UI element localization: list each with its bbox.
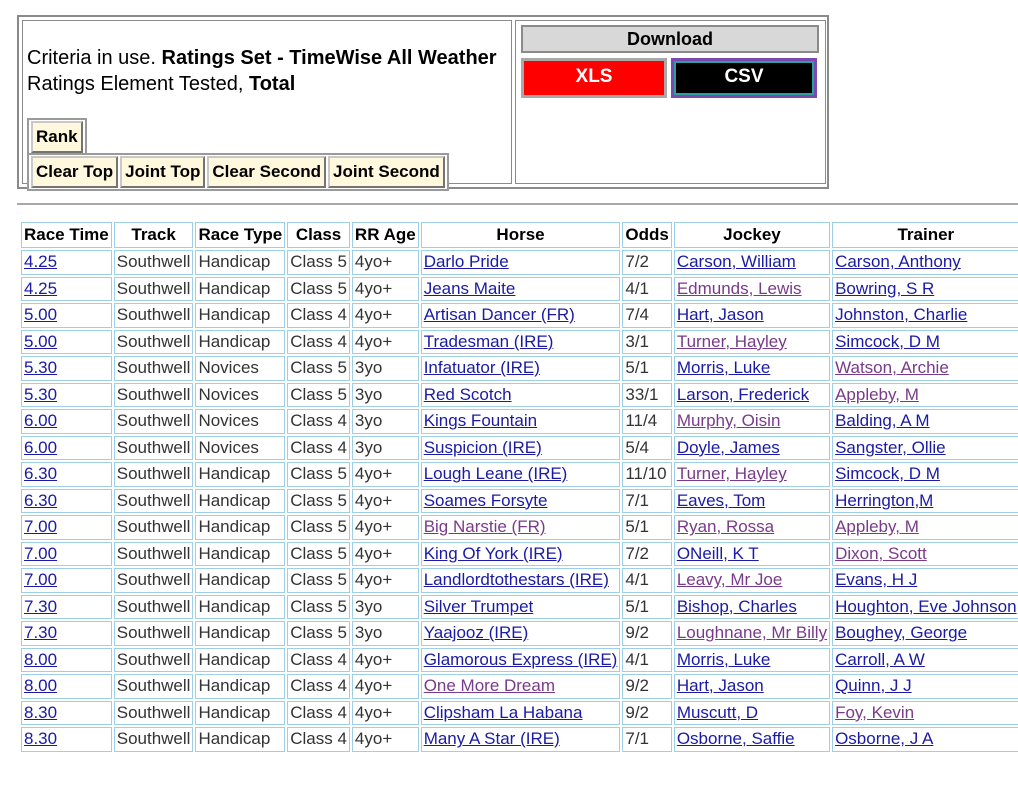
results-table xyxy=(19,220,1018,754)
track-cell: Southwell xyxy=(114,515,194,540)
jockey-cell xyxy=(674,356,830,381)
horse-link[interactable]: Glamorous Express (IRE) xyxy=(423,649,618,669)
jockey-link[interactable]: Doyle, James xyxy=(676,437,780,457)
race-type-cell: Novices xyxy=(195,409,285,434)
trainer-link[interactable]: Boughey, George xyxy=(835,623,968,643)
clear-second-button[interactable]: Clear Second xyxy=(207,156,326,188)
horse-cell xyxy=(421,542,621,567)
time-cell xyxy=(21,409,112,434)
time-cell xyxy=(21,701,112,726)
age-cell: 4yo+ xyxy=(352,303,419,328)
horse-cell xyxy=(421,595,621,620)
trainer-link[interactable]: Appleby, M xyxy=(835,384,919,404)
class-cell: Class 4 xyxy=(287,303,350,328)
time-cell xyxy=(21,436,112,461)
horse-cell xyxy=(421,515,621,540)
track-cell: Southwell xyxy=(114,489,194,514)
odds-cell: 3/1 xyxy=(622,330,671,355)
horse-link[interactable]: Suspicion (IRE) xyxy=(423,437,542,457)
trainer-cell xyxy=(832,727,1018,752)
horse-link[interactable]: King Of York (IRE) xyxy=(423,543,563,563)
trainer-cell xyxy=(832,595,1018,620)
download-title: Download xyxy=(521,25,819,53)
horse-cell xyxy=(421,330,621,355)
odds-cell: 7/2 xyxy=(622,542,671,567)
class-cell: Class 4 xyxy=(287,674,350,699)
trainer-cell xyxy=(832,542,1018,567)
element-label: Ratings Element Tested, xyxy=(27,73,249,95)
header-rr-age: RR Age xyxy=(352,222,419,248)
class-cell: Class 4 xyxy=(287,409,350,434)
race-type-cell: Handicap xyxy=(195,330,285,355)
trainer-cell xyxy=(832,701,1018,726)
table-row xyxy=(21,409,1018,434)
odds-cell: 9/2 xyxy=(622,701,671,726)
jockey-cell xyxy=(674,303,830,328)
class-cell: Class 4 xyxy=(287,436,350,461)
horse-link[interactable]: Silver Trumpet xyxy=(423,596,534,616)
horse-cell xyxy=(421,356,621,381)
jockey-cell xyxy=(674,489,830,514)
jockey-link[interactable]: Hart, Jason xyxy=(676,305,764,325)
race-time-link[interactable]: 4.25 xyxy=(24,252,58,272)
odds-cell: 33/1 xyxy=(622,383,671,408)
age-cell: 4yo+ xyxy=(352,330,419,355)
joint-second-button[interactable]: Joint Second xyxy=(328,156,445,188)
race-time-link[interactable]: 7.00 xyxy=(24,570,58,590)
race-type-cell: Novices xyxy=(195,436,285,461)
header-race-type: Race Type xyxy=(195,222,285,248)
odds-cell: 7/1 xyxy=(622,489,671,514)
age-cell: 4yo+ xyxy=(352,701,419,726)
time-cell xyxy=(21,489,112,514)
horse-link[interactable]: Lough Leane (IRE) xyxy=(423,464,568,484)
trainer-link[interactable]: Quinn, J J xyxy=(835,676,912,696)
track-cell: Southwell xyxy=(114,621,194,646)
jockey-cell xyxy=(674,542,830,567)
race-type-cell: Handicap xyxy=(195,277,285,302)
table-row xyxy=(21,489,1018,514)
age-cell: 3yo xyxy=(352,409,419,434)
horse-link[interactable]: Big Narstie (FR) xyxy=(423,517,546,537)
odds-cell: 7/1 xyxy=(622,727,671,752)
header-trainer: Trainer xyxy=(832,222,1018,248)
horse-link[interactable]: Tradesman (IRE) xyxy=(423,331,554,351)
time-cell xyxy=(21,277,112,302)
trainer-link[interactable]: Balding, A M xyxy=(835,411,930,431)
track-cell: Southwell xyxy=(114,462,194,487)
track-cell: Southwell xyxy=(114,250,194,275)
track-cell: Southwell xyxy=(114,595,194,620)
horse-link[interactable]: Soames Forsyte xyxy=(423,490,548,510)
jockey-link[interactable]: ONeill, K T xyxy=(676,543,759,563)
download-csv-button[interactable]: CSV xyxy=(671,58,817,98)
race-time-link[interactable]: 5.30 xyxy=(24,384,58,404)
age-cell: 3yo xyxy=(352,621,419,646)
odds-cell: 5/1 xyxy=(622,515,671,540)
horse-link[interactable]: Jeans Maite xyxy=(423,278,516,298)
criteria-header-box xyxy=(17,15,829,189)
jockey-link[interactable]: Hart, Jason xyxy=(676,676,764,696)
horse-cell xyxy=(421,621,621,646)
age-cell: 4yo+ xyxy=(352,542,419,567)
table-row xyxy=(21,621,1018,646)
trainer-link[interactable]: Appleby, M xyxy=(835,517,919,537)
class-cell: Class 5 xyxy=(287,595,350,620)
horse-link[interactable]: Artisan Dancer (FR) xyxy=(423,305,575,325)
trainer-link[interactable]: Simcock, D M xyxy=(835,331,940,351)
class-cell: Class 4 xyxy=(287,727,350,752)
jockey-cell xyxy=(674,701,830,726)
time-cell xyxy=(21,515,112,540)
odds-cell: 4/1 xyxy=(622,568,671,593)
element-value: Total xyxy=(248,73,296,95)
trainer-link[interactable]: Foy, Kevin xyxy=(835,702,915,722)
age-cell: 4yo+ xyxy=(352,462,419,487)
jockey-cell xyxy=(674,330,830,355)
trainer-cell xyxy=(832,489,1018,514)
class-cell: Class 5 xyxy=(287,277,350,302)
track-cell: Southwell xyxy=(114,568,194,593)
trainer-link[interactable]: Evans, H J xyxy=(835,570,918,590)
time-cell xyxy=(21,330,112,355)
odds-cell: 4/1 xyxy=(622,277,671,302)
table-row xyxy=(21,303,1018,328)
class-cell: Class 5 xyxy=(287,489,350,514)
track-cell: Southwell xyxy=(114,356,194,381)
horse-cell xyxy=(421,383,621,408)
odds-cell: 11/4 xyxy=(622,409,671,434)
horse-link[interactable]: Infatuator (IRE) xyxy=(423,358,540,378)
jockey-link[interactable]: Morris, Luke xyxy=(676,649,771,669)
odds-cell: 9/2 xyxy=(622,621,671,646)
criteria-line-ratings-set xyxy=(27,47,497,70)
result-filter-group xyxy=(27,153,449,191)
race-time-link[interactable]: 5.00 xyxy=(24,305,58,325)
jockey-cell xyxy=(674,250,830,275)
odds-cell: 11/10 xyxy=(622,462,671,487)
rank-button[interactable]: Rank xyxy=(31,121,83,153)
class-cell: Class 5 xyxy=(287,250,350,275)
race-time-link[interactable]: 8.00 xyxy=(24,676,58,696)
race-time-link[interactable]: 6.30 xyxy=(24,490,58,510)
jockey-cell xyxy=(674,595,830,620)
trainer-link[interactable]: Herrington,M xyxy=(835,490,934,510)
class-cell: Class 5 xyxy=(287,383,350,408)
trainer-link[interactable]: Johnston, Charlie xyxy=(835,305,968,325)
track-cell: Southwell xyxy=(114,701,194,726)
trainer-cell xyxy=(832,383,1018,408)
time-cell xyxy=(21,595,112,620)
time-cell xyxy=(21,250,112,275)
results-body xyxy=(21,250,1018,752)
track-cell: Southwell xyxy=(114,330,194,355)
jockey-link[interactable]: Ryan, Rossa xyxy=(676,517,775,537)
age-cell: 3yo xyxy=(352,383,419,408)
jockey-link[interactable]: Muscutt, D xyxy=(676,702,759,722)
class-cell: Class 5 xyxy=(287,542,350,567)
race-type-cell: Handicap xyxy=(195,727,285,752)
race-time-link[interactable]: 7.00 xyxy=(24,543,58,563)
odds-cell: 7/2 xyxy=(622,250,671,275)
class-cell: Class 5 xyxy=(287,515,350,540)
race-type-cell: Handicap xyxy=(195,674,285,699)
odds-cell: 7/4 xyxy=(622,303,671,328)
class-cell: Class 5 xyxy=(287,356,350,381)
trainer-cell xyxy=(832,568,1018,593)
race-time-link[interactable]: 7.00 xyxy=(24,517,58,537)
jockey-cell xyxy=(674,727,830,752)
trainer-cell xyxy=(832,277,1018,302)
jockey-cell xyxy=(674,277,830,302)
age-cell: 4yo+ xyxy=(352,727,419,752)
trainer-cell xyxy=(832,462,1018,487)
time-cell xyxy=(21,648,112,673)
time-cell xyxy=(21,542,112,567)
trainer-link[interactable]: Simcock, D M xyxy=(835,464,940,484)
age-cell: 4yo+ xyxy=(352,489,419,514)
horse-cell xyxy=(421,489,621,514)
header-odds: Odds xyxy=(622,222,671,248)
jockey-cell xyxy=(674,409,830,434)
header-race-time: Race Time xyxy=(21,222,112,248)
odds-cell: 5/1 xyxy=(622,595,671,620)
trainer-link[interactable]: Dixon, Scott xyxy=(835,543,927,563)
horse-link[interactable]: Darlo Pride xyxy=(423,252,509,272)
trainer-cell xyxy=(832,515,1018,540)
age-cell: 4yo+ xyxy=(352,250,419,275)
jockey-link[interactable]: Turner, Hayley xyxy=(676,331,787,351)
time-cell xyxy=(21,568,112,593)
horse-link[interactable]: Yaajooz (IRE) xyxy=(423,623,529,643)
jockey-cell xyxy=(674,436,830,461)
header-class: Class xyxy=(287,222,350,248)
age-cell: 4yo+ xyxy=(352,648,419,673)
horse-link[interactable]: Kings Fountain xyxy=(423,411,538,431)
trainer-cell xyxy=(832,674,1018,699)
table-row xyxy=(21,542,1018,567)
trainer-link[interactable]: Houghton, Eve Johnson xyxy=(835,596,1017,616)
track-cell: Southwell xyxy=(114,303,194,328)
trainer-cell xyxy=(832,303,1018,328)
age-cell: 4yo+ xyxy=(352,568,419,593)
trainer-link[interactable]: Carroll, A W xyxy=(835,649,925,669)
jockey-cell xyxy=(674,515,830,540)
table-row xyxy=(21,727,1018,752)
rank-button-group xyxy=(27,118,87,156)
horse-cell xyxy=(421,303,621,328)
table-row xyxy=(21,383,1018,408)
trainer-cell xyxy=(832,330,1018,355)
horse-link[interactable]: Red Scotch xyxy=(423,384,512,404)
time-cell xyxy=(21,303,112,328)
class-cell: Class 4 xyxy=(287,648,350,673)
table-row xyxy=(21,515,1018,540)
race-type-cell: Handicap xyxy=(195,595,285,620)
jockey-link[interactable]: Osborne, Saffie xyxy=(676,729,795,749)
table-row xyxy=(21,250,1018,275)
table-row xyxy=(21,674,1018,699)
race-time-link[interactable]: 5.00 xyxy=(24,331,58,351)
table-row xyxy=(21,330,1018,355)
track-cell: Southwell xyxy=(114,648,194,673)
track-cell: Southwell xyxy=(114,727,194,752)
jockey-link[interactable]: Morris, Luke xyxy=(676,358,771,378)
class-cell: Class 5 xyxy=(287,621,350,646)
download-xls-button[interactable]: XLS xyxy=(521,58,667,98)
race-type-cell: Handicap xyxy=(195,648,285,673)
race-type-cell: Novices xyxy=(195,383,285,408)
horse-link[interactable]: Many A Star (IRE) xyxy=(423,729,560,749)
trainer-link[interactable]: Osborne, J A xyxy=(835,729,934,749)
horse-cell xyxy=(421,727,621,752)
jockey-link[interactable]: Eaves, Tom xyxy=(676,490,766,510)
race-type-cell: Handicap xyxy=(195,568,285,593)
jockey-link[interactable]: Larson, Frederick xyxy=(676,384,810,404)
horse-link[interactable]: One More Dream xyxy=(423,676,556,696)
race-time-link[interactable]: 8.30 xyxy=(24,702,58,722)
table-header-row xyxy=(21,222,1018,248)
horse-cell xyxy=(421,568,621,593)
horse-cell xyxy=(421,462,621,487)
jockey-link[interactable]: Murphy, Oisin xyxy=(676,411,781,431)
horse-cell xyxy=(421,409,621,434)
race-type-cell: Handicap xyxy=(195,489,285,514)
trainer-link[interactable]: Carson, Anthony xyxy=(835,252,961,272)
section-divider xyxy=(17,203,1018,205)
track-cell: Southwell xyxy=(114,436,194,461)
horse-cell xyxy=(421,436,621,461)
race-type-cell: Handicap xyxy=(195,701,285,726)
race-time-link[interactable]: 6.00 xyxy=(24,437,58,457)
time-cell xyxy=(21,727,112,752)
jockey-cell xyxy=(674,648,830,673)
trainer-cell xyxy=(832,250,1018,275)
jockey-link[interactable]: Leavy, Mr Joe xyxy=(676,570,783,590)
trainer-cell xyxy=(832,409,1018,434)
horse-cell xyxy=(421,674,621,699)
trainer-link[interactable]: Sangster, Ollie xyxy=(835,437,946,457)
trainer-cell xyxy=(832,648,1018,673)
time-cell xyxy=(21,356,112,381)
criteria-panel xyxy=(22,20,512,184)
age-cell: 3yo xyxy=(352,356,419,381)
track-cell: Southwell xyxy=(114,277,194,302)
horse-cell xyxy=(421,701,621,726)
odds-cell: 4/1 xyxy=(622,648,671,673)
jockey-cell xyxy=(674,462,830,487)
jockey-link[interactable]: Bishop, Charles xyxy=(676,596,797,616)
jockey-link[interactable]: Turner, Hayley xyxy=(676,464,787,484)
race-type-cell: Handicap xyxy=(195,250,285,275)
header-jockey: Jockey xyxy=(674,222,830,248)
table-row xyxy=(21,356,1018,381)
age-cell: 4yo+ xyxy=(352,674,419,699)
table-row xyxy=(21,568,1018,593)
criteria-ratings-set-value: Ratings Set - TimeWise All Weather xyxy=(161,47,497,69)
age-cell: 3yo xyxy=(352,595,419,620)
jockey-link[interactable]: Loughnane, Mr Billy xyxy=(676,623,828,643)
jockey-cell xyxy=(674,621,830,646)
trainer-cell xyxy=(832,356,1018,381)
joint-top-button[interactable]: Joint Top xyxy=(120,156,205,188)
time-cell xyxy=(21,621,112,646)
horse-cell xyxy=(421,648,621,673)
criteria-label: Criteria in use. xyxy=(27,47,162,69)
track-cell: Southwell xyxy=(114,409,194,434)
table-row xyxy=(21,648,1018,673)
horse-link[interactable]: Clipsham La Habana xyxy=(423,702,583,722)
table-row xyxy=(21,436,1018,461)
class-cell: Class 5 xyxy=(287,462,350,487)
odds-cell: 5/1 xyxy=(622,356,671,381)
race-time-link[interactable]: 7.30 xyxy=(24,596,58,616)
race-type-cell: Handicap xyxy=(195,621,285,646)
criteria-line-element xyxy=(27,73,295,96)
jockey-link[interactable]: Carson, William xyxy=(676,252,796,272)
class-cell: Class 4 xyxy=(287,330,350,355)
race-type-cell: Handicap xyxy=(195,303,285,328)
jockey-cell xyxy=(674,674,830,699)
race-time-link[interactable]: 5.30 xyxy=(24,358,58,378)
table-row xyxy=(21,595,1018,620)
race-time-link[interactable]: 8.00 xyxy=(24,649,58,669)
age-cell: 3yo xyxy=(352,436,419,461)
header-horse: Horse xyxy=(421,222,621,248)
race-time-link[interactable]: 4.25 xyxy=(24,278,58,298)
odds-cell: 9/2 xyxy=(622,674,671,699)
track-cell: Southwell xyxy=(114,674,194,699)
table-row xyxy=(21,701,1018,726)
trainer-cell xyxy=(832,436,1018,461)
table-row xyxy=(21,277,1018,302)
horse-link[interactable]: Landlordtothestars (IRE) xyxy=(423,570,609,590)
horse-cell xyxy=(421,250,621,275)
race-time-link[interactable]: 8.30 xyxy=(24,729,58,749)
clear-top-button[interactable]: Clear Top xyxy=(31,156,118,188)
track-cell: Southwell xyxy=(114,542,194,567)
jockey-cell xyxy=(674,568,830,593)
header-track: Track xyxy=(114,222,194,248)
time-cell xyxy=(21,462,112,487)
race-type-cell: Novices xyxy=(195,356,285,381)
class-cell: Class 4 xyxy=(287,701,350,726)
download-panel xyxy=(515,20,826,184)
trainer-cell xyxy=(832,621,1018,646)
class-cell: Class 5 xyxy=(287,568,350,593)
time-cell xyxy=(21,383,112,408)
age-cell: 4yo+ xyxy=(352,277,419,302)
race-time-link[interactable]: 6.30 xyxy=(24,464,58,484)
trainer-link[interactable]: Bowring, S R xyxy=(835,278,935,298)
race-time-link[interactable]: 6.00 xyxy=(24,411,58,431)
time-cell xyxy=(21,674,112,699)
race-type-cell: Handicap xyxy=(195,515,285,540)
age-cell: 4yo+ xyxy=(352,515,419,540)
odds-cell: 5/4 xyxy=(622,436,671,461)
race-type-cell: Handicap xyxy=(195,462,285,487)
horse-cell xyxy=(421,277,621,302)
race-time-link[interactable]: 7.30 xyxy=(24,623,58,643)
race-type-cell: Handicap xyxy=(195,542,285,567)
jockey-cell xyxy=(674,383,830,408)
track-cell: Southwell xyxy=(114,383,194,408)
table-row xyxy=(21,462,1018,487)
jockey-link[interactable]: Edmunds, Lewis xyxy=(676,278,802,298)
trainer-link[interactable]: Watson, Archie xyxy=(835,358,949,378)
